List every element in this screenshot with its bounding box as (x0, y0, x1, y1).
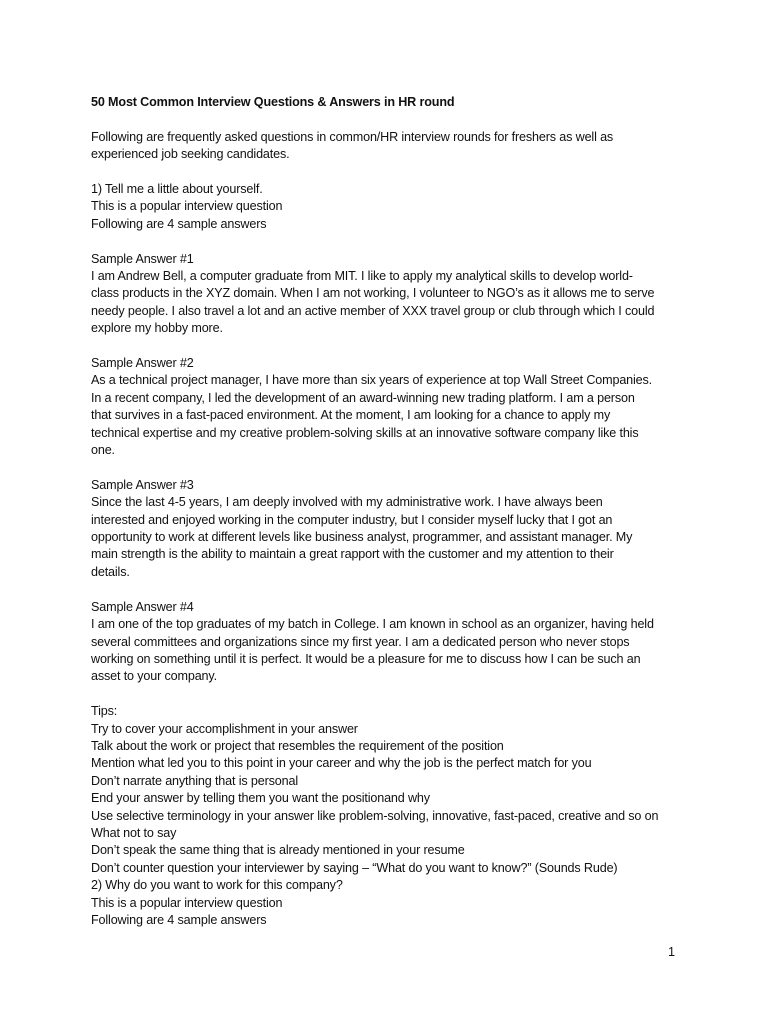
sample-answer-line: that survives in a fast-paced environment. At the moment, I am looking for a chance to apply my (91, 408, 611, 423)
tip-line: Don’t speak the same thing that is already mentioned in your resume (91, 843, 465, 858)
tip-line: Try to cover your accomplishment in your answer (91, 721, 358, 736)
question-2-note: This is a popular interview question (91, 895, 283, 910)
question-2-text: 2) Why do you want to work for this company? (91, 878, 343, 893)
tip-line: End your answer by telling them you want the positionand why (91, 791, 430, 806)
question-2-sample-intro: Following are 4 sample answers (91, 912, 267, 927)
sample-answer-line: I am Andrew Bell, a computer graduate from MIT. I like to apply my analytical skills to develop world- (91, 269, 633, 284)
sample-answer-heading: Sample Answer #1 (91, 251, 194, 266)
sample-answer-line: several committees and organizations since my first year. I am a dedicated person who never stops (91, 634, 630, 649)
intro-line: Following are frequently asked questions in common/HR interview rounds for freshers as well as (91, 129, 614, 144)
sample-answer-line: interested and enjoyed working in the computer industry, but I consider myself lucky that I got an (91, 512, 613, 527)
sample-answer-line: As a technical project manager, I have more than six years of experience at top Wall Street Companies. (91, 373, 653, 388)
sample-answer-line: one. (91, 443, 115, 458)
sample-answer-3 (91, 477, 691, 581)
question-1-sample-intro: Following are 4 sample answers (91, 216, 267, 231)
sample-answer-1 (91, 251, 691, 338)
page-number: 1 (668, 945, 676, 959)
question-1-block (91, 181, 691, 233)
tip-line: Don’t narrate anything that is personal (91, 773, 298, 788)
tip-line: Use selective terminology in your answer like problem-solving, innovative, fast-paced, creative and so on (91, 808, 659, 823)
question-1-text: 1) Tell me a little about yourself. (91, 182, 263, 196)
intro-line: experienced job seeking candidates. (91, 147, 290, 162)
document-content (91, 94, 691, 929)
sample-answer-heading: Sample Answer #4 (91, 599, 194, 614)
sample-answer-2 (91, 355, 691, 459)
tips-section (91, 703, 691, 929)
tip-line: Don’t counter question your interviewer by saying – “What do you want to know?” (Sounds Rude) (91, 860, 618, 875)
sample-answer-line: In a recent company, I led the development of an award-winning new trading platform. I am a person (91, 390, 635, 405)
sample-answer-line: details. (91, 564, 130, 579)
sample-answer-line: needy people. I also travel a lot and an active member of XXX travel group or club through which I could (91, 303, 655, 318)
tip-line: Talk about the work or project that resembles the requirement of the position (91, 738, 504, 753)
sample-answer-line: explore my hobby more. (91, 321, 223, 336)
intro-paragraph (91, 129, 691, 164)
sample-answer-heading: Sample Answer #2 (91, 356, 194, 371)
tip-line: Mention what led you to this point in your career and why the job is the perfect match for you (91, 756, 592, 771)
sample-answer-heading: Sample Answer #3 (91, 477, 194, 492)
sample-answer-line: technical expertise and my creative problem-solving skills at an innovative software company like this (91, 425, 639, 440)
question-1-note: This is a popular interview question (91, 199, 283, 214)
tip-line: What not to say (91, 825, 177, 840)
sample-answer-line: Since the last 4-5 years, I am deeply involved with my administrative work. I have always been (91, 495, 603, 510)
sample-answer-line: opportunity to work at different levels like business analyst, programmer, and assistant manager. My (91, 530, 633, 545)
sample-answer-4 (91, 599, 691, 686)
sample-answer-line: class products in the XYZ domain. When I am not working, I volunteer to NGO’s as it allows me to serve (91, 286, 655, 301)
tips-heading: Tips: (91, 704, 118, 719)
sample-answer-line: main strength is the ability to maintain a great rapport with the customer and my attention to their (91, 547, 614, 562)
sample-answer-line: working on something until it is perfect. It would be a pleasure for me to discuss how I can be such an (91, 651, 641, 666)
document-title: 50 Most Common Interview Questions & Answers in HR round (91, 95, 455, 109)
sample-answer-line: asset to your company. (91, 669, 217, 684)
sample-answer-line: I am one of the top graduates of my batch in College. I am known in school as an organizer, having held (91, 617, 654, 632)
